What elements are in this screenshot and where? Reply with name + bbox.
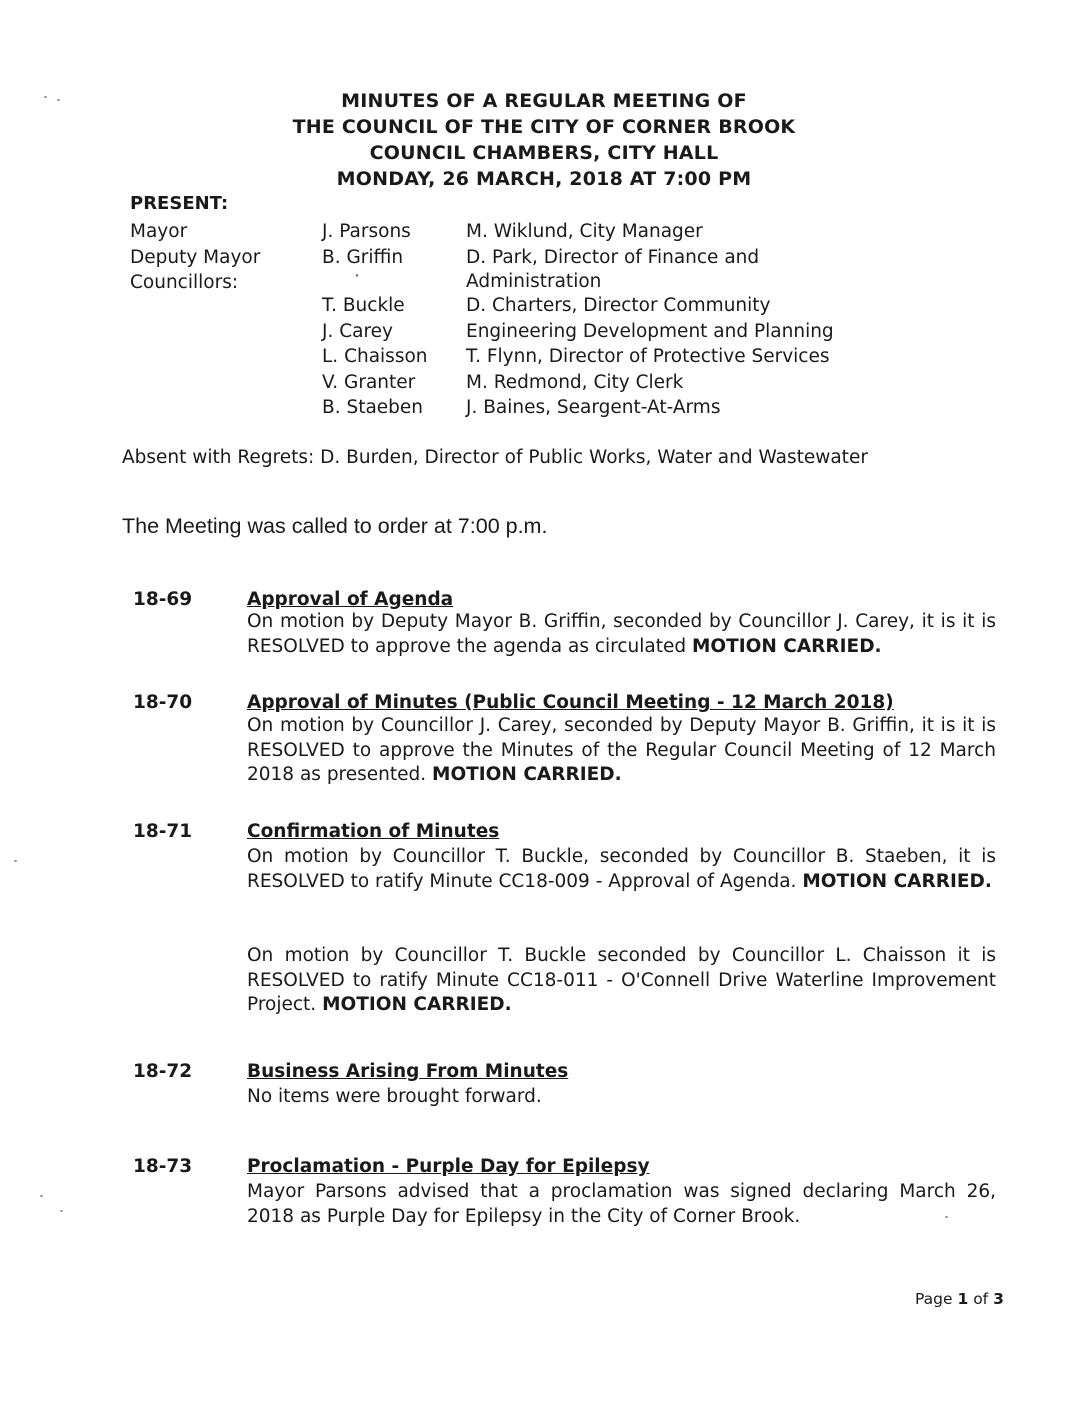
page-number xyxy=(915,1290,1004,1308)
item-text: On motion by Councillor T. Buckle, seconded by Councillor B. Staeben, it is RESOLVED to ratify Minute CC18-009 - Approval of Agenda. xyxy=(247,846,996,892)
motion-result: MOTION CARRIED. xyxy=(692,635,882,657)
item-text: No items were brought forward. xyxy=(247,1086,542,1107)
item-heading: Business Arising From Minutes xyxy=(247,1061,569,1082)
council-member: B. Staeben xyxy=(322,397,424,418)
item-body-2 xyxy=(247,944,996,1018)
attendance-council-members xyxy=(322,219,428,421)
motion-result: MOTION CARRIED. xyxy=(432,764,622,785)
item-body xyxy=(247,1180,996,1229)
role-deputy-mayor: Deputy Mayor xyxy=(130,246,261,268)
item-text: On motion by Deputy Mayor B. Griffin, seconded by Councillor J. Carey, it is it is RESOLVED to approve the agenda as circulated xyxy=(247,611,996,657)
called-to-order: The Meeting was called to order at 7:00 p.m. xyxy=(122,514,548,538)
item-number: 18-70 xyxy=(133,692,193,713)
item-heading: Approval of Agenda xyxy=(247,589,454,610)
scan-speck xyxy=(14,860,17,862)
attendance-roles xyxy=(130,219,260,296)
attendance-staff xyxy=(466,219,834,421)
staff-member: T. Flynn, Director of Protective Services xyxy=(466,346,830,367)
present-heading: PRESENT: xyxy=(130,193,229,214)
council-member: J. Parsons xyxy=(322,221,411,242)
scan-speck xyxy=(57,99,60,101)
staff-member: M. Wiklund, City Manager xyxy=(466,221,703,242)
item-heading: Confirmation of Minutes xyxy=(247,821,500,842)
scan-speck xyxy=(945,1216,948,1218)
item-text: Mayor Parsons advised that a proclamation was signed declaring March 26, 2018 as Purple Day for Epilepsy in the City of Corner Brook. xyxy=(247,1181,996,1227)
title-line-3: COUNCIL CHAMBERS, CITY HALL xyxy=(369,142,719,164)
motion-result: MOTION CARRIED. xyxy=(802,870,992,892)
council-member: J. Carey xyxy=(322,320,394,342)
staff-member: Administration xyxy=(466,271,602,292)
item-number: 18-69 xyxy=(133,589,193,610)
item-body xyxy=(247,610,996,659)
council-member: T. Buckle xyxy=(322,295,405,316)
role-mayor: Mayor xyxy=(130,221,188,242)
staff-member: Engineering Development and Planning xyxy=(466,320,834,342)
scan-speck xyxy=(40,1195,43,1197)
item-text: On motion by Councillor J. Carey, seconded by Deputy Mayor B. Griffin, it is it is RESOLVED to approve the Minutes of the Regular Council Meeting of 12 March 2018 as presented. xyxy=(247,715,996,785)
staff-member: J. Baines, Seargent-At-Arms xyxy=(466,397,721,418)
council-member: L. Chaisson xyxy=(322,346,428,367)
item-heading: Proclamation - Purple Day for Epilepsy xyxy=(247,1156,650,1177)
staff-member: M. Redmond, City Clerk xyxy=(466,371,684,393)
document-title xyxy=(0,88,1088,192)
item-number: 18-72 xyxy=(133,1061,193,1082)
staff-member: D. Charters, Director Community xyxy=(466,295,771,316)
page-word: Page xyxy=(915,1290,953,1308)
title-line-2: THE COUNCIL OF THE CITY OF CORNER BROOK xyxy=(292,116,796,138)
item-body xyxy=(247,845,996,894)
role-councillors: Councillors: xyxy=(130,272,239,293)
council-member: V. Granter xyxy=(322,371,416,393)
scan-speck xyxy=(60,1210,63,1212)
item-number: 18-71 xyxy=(133,821,193,842)
item-heading: Approval of Minutes (Public Council Meeting - 12 March 2018) xyxy=(247,692,894,713)
staff-member: D. Park, Director of Finance and xyxy=(466,246,760,268)
absent-with-regrets: Absent with Regrets: D. Burden, Director of Public Works, Water and Wastewater xyxy=(122,447,868,468)
motion-result: MOTION CARRIED. xyxy=(322,994,512,1015)
council-member: B. Griffin xyxy=(322,246,404,268)
page-total: 3 xyxy=(993,1290,1004,1308)
scan-speck xyxy=(44,96,47,98)
page-of: of xyxy=(973,1290,989,1308)
item-text: On motion by Councillor T. Buckle seconded by Councillor L. Chaisson it is RESOLVED to ratify Minute CC18-011 - O'Connell Drive Waterline Improvement Project. xyxy=(247,945,996,1015)
item-number: 18-73 xyxy=(133,1156,193,1177)
item-body xyxy=(247,714,996,788)
item-body xyxy=(247,1085,996,1110)
title-line-1: MINUTES OF A REGULAR MEETING OF xyxy=(341,90,747,112)
spacer-dot: · xyxy=(354,266,360,287)
title-line-4: MONDAY, 26 MARCH, 2018 AT 7:00 PM xyxy=(336,168,752,190)
page-current: 1 xyxy=(957,1290,969,1308)
